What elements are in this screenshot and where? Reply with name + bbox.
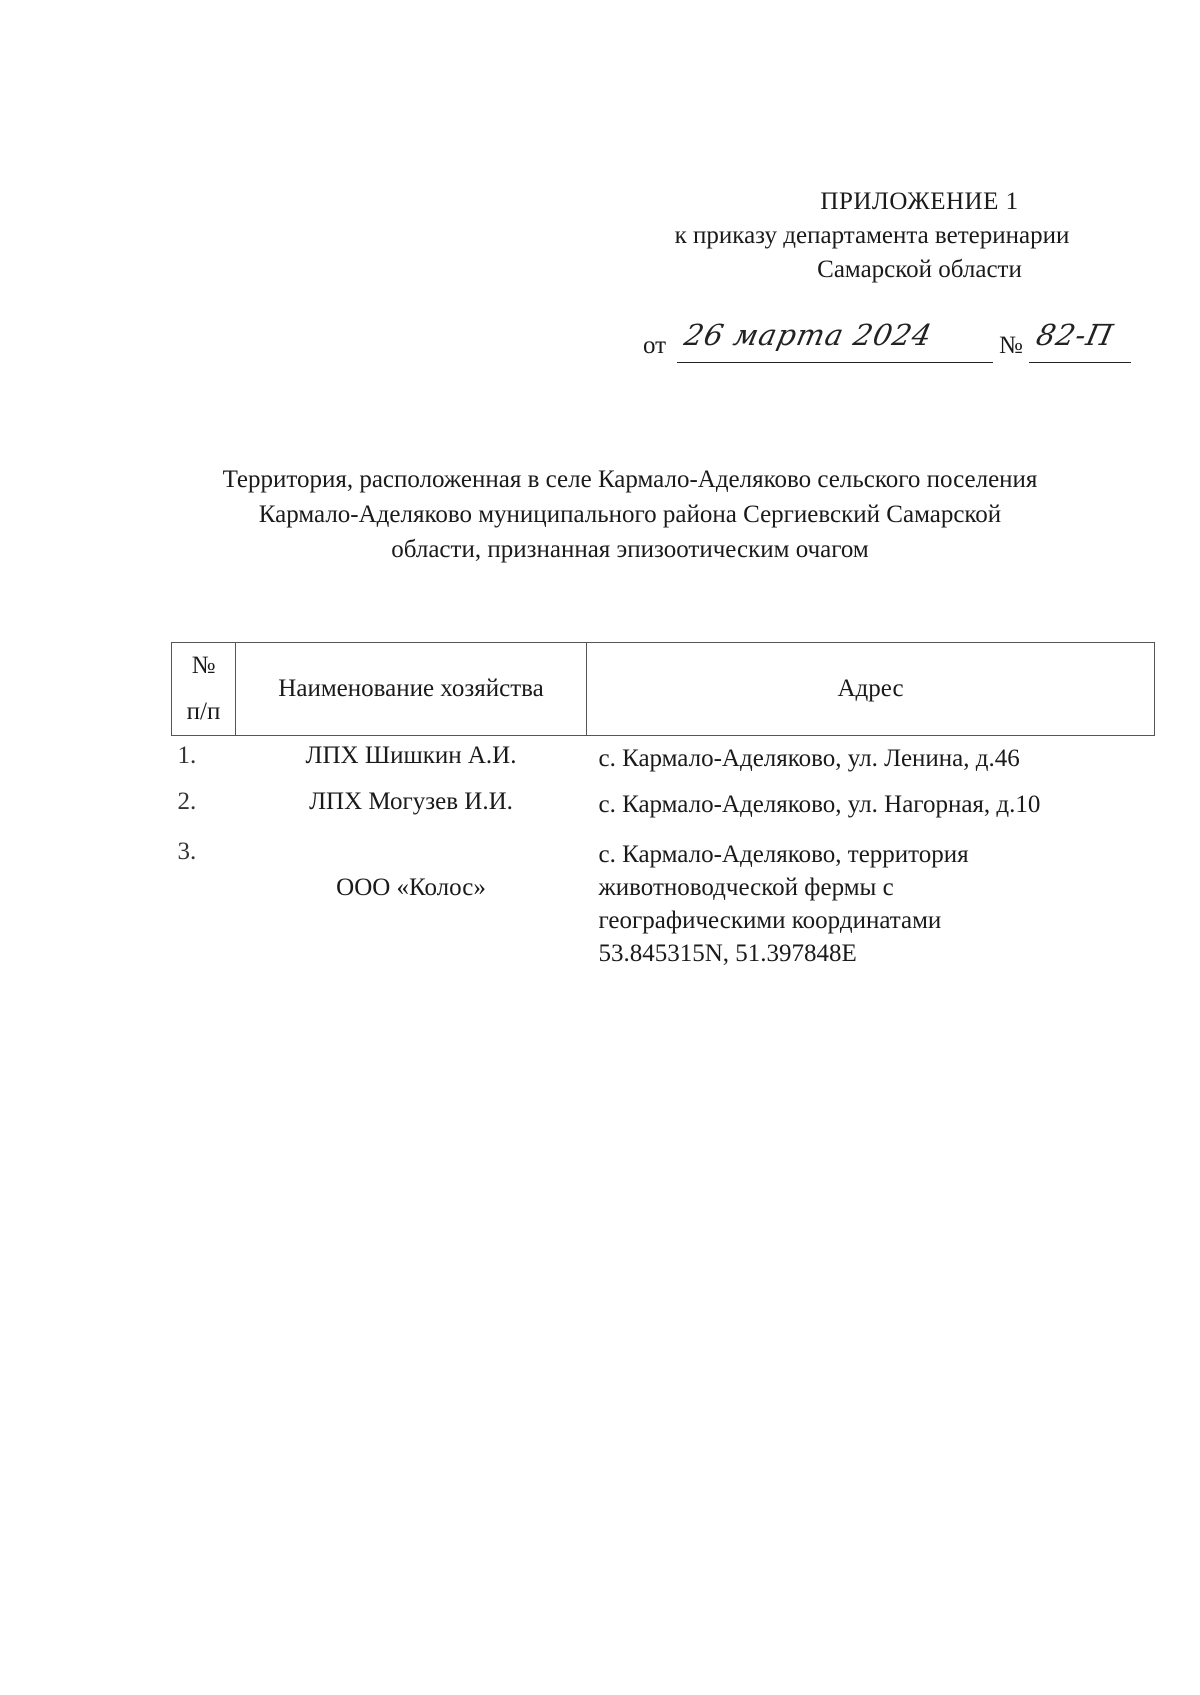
table-header-row: [172, 643, 1155, 736]
header-number: № п/п: [172, 643, 236, 736]
row-number: 3.: [177, 838, 197, 865]
address-line: с. Кармало-Аделяково, территория: [598, 841, 969, 868]
heading-line-3: области, признанная эпизоотическим очагом: [391, 536, 869, 563]
farm-name: ЛПХ Шишкин А.И.: [305, 742, 517, 769]
farm-name: ЛПХ Могузев И.И.: [309, 788, 513, 815]
farm-address: с. Кармало-Аделяково, ул. Ленина, д.46: [598, 745, 1020, 772]
farm-address: [587, 836, 1155, 970]
row-number: 2.: [177, 788, 197, 815]
date-underline: [677, 362, 993, 363]
from-label: от: [643, 332, 667, 359]
appendix-region: Самарской области: [817, 256, 1022, 283]
number-label: №: [999, 332, 1023, 359]
number-underline: [1029, 362, 1131, 363]
heading-line-2: Кармало-Аделяково муниципального района Сергиевский Самарской: [258, 501, 1002, 528]
address-line: географическими координатами: [598, 907, 942, 934]
table-row: [172, 736, 1155, 787]
table-row: [172, 836, 1155, 970]
address-line: 53.845315N, 51.397848E: [598, 940, 857, 967]
table-row: [172, 786, 1155, 836]
farms-table: [171, 642, 1155, 970]
heading-line-1: Территория, расположенная в селе Кармало-Аделяково сельского поселения: [222, 466, 1038, 493]
row-number: 1.: [177, 742, 197, 769]
document-heading: [150, 462, 1110, 567]
farm-address: с. Кармало-Аделяково, ул. Нагорная, д.10: [598, 791, 1041, 818]
handwritten-date: 26 марта 2024: [681, 318, 936, 352]
handwritten-number: 82-П: [1033, 318, 1117, 352]
farm-name: ООО «Колос»: [336, 874, 486, 901]
appendix-order-ref: к приказу департамента ветеринарии: [674, 222, 1070, 249]
appendix-title: ПРИЛОЖЕНИЕ 1: [820, 188, 1019, 215]
appendix-header: [612, 185, 1132, 287]
header-address: Адрес: [587, 643, 1155, 736]
header-farm-name: Наименование хозяйства: [236, 643, 587, 736]
order-date-number-line: [643, 318, 1133, 366]
address-line: животноводческой фермы с: [598, 874, 894, 901]
